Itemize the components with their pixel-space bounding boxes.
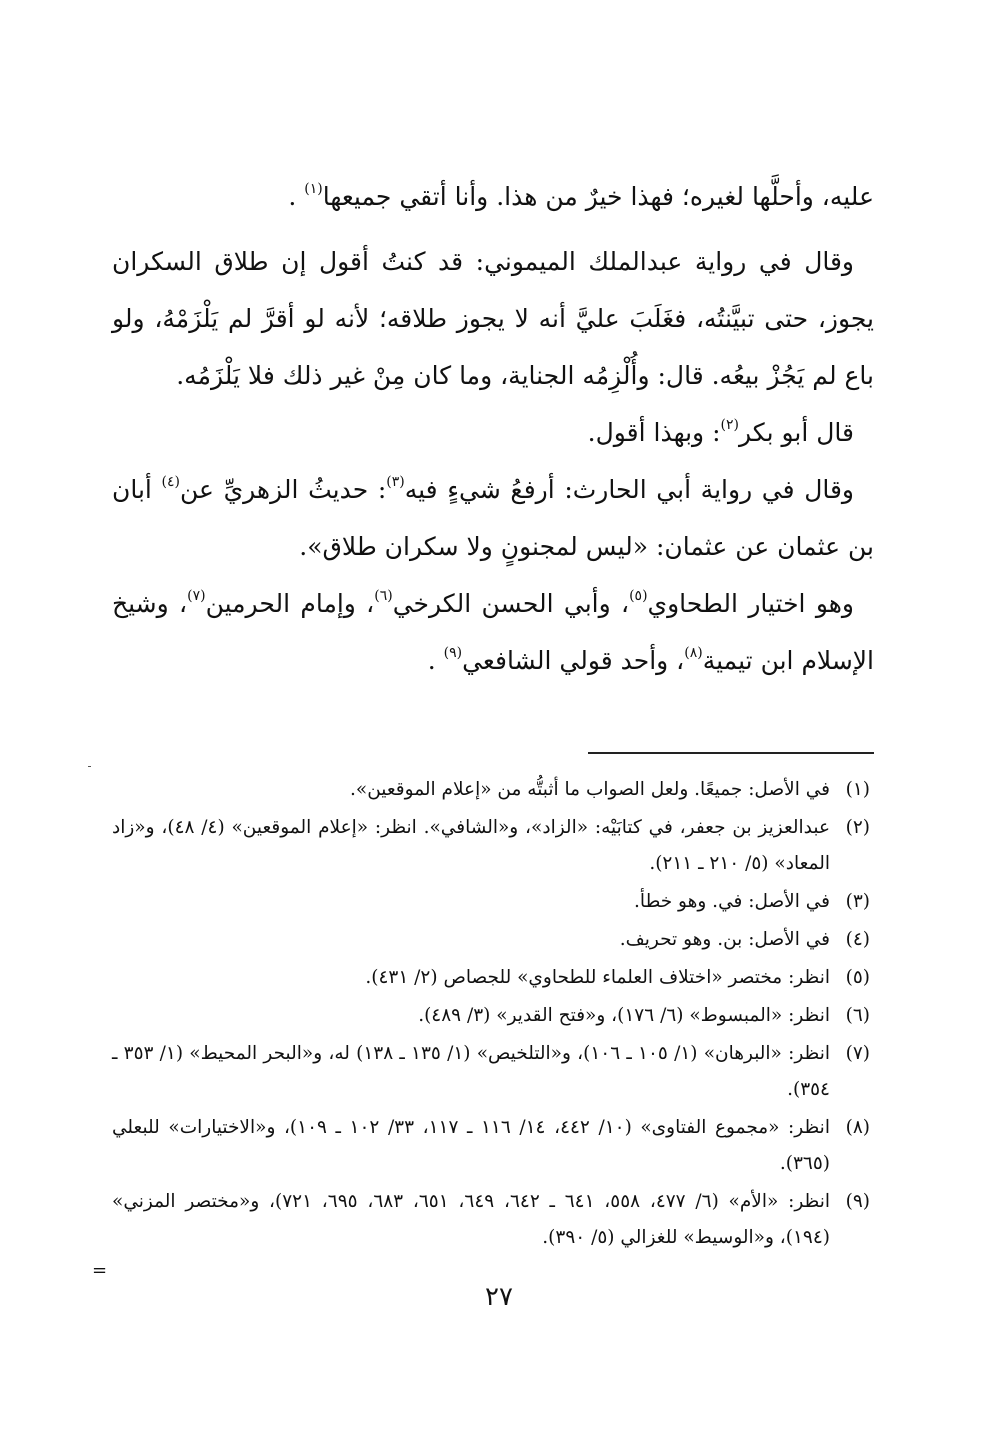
paragraph-5-end: . <box>427 646 436 675</box>
paragraph-5-part-d: ، وشيخ الإسلام ابن تيمية <box>112 589 874 675</box>
paragraph-5-part-c: ، وإمام الحرمين <box>205 589 375 618</box>
footnote-text: انظر: «البرهان» (١/ ١٠٥ ـ ١٠٦)، و«التلخيص» (١/ ١٣٥ ـ ١٣٨) له، و«البحر المحيط» (١/ ٣٥٣ ـ ٣٥٤). <box>112 1043 830 1100</box>
footnote-text: في الأصل: في. وهو خطأ. <box>634 891 830 912</box>
footnote-ref-6[interactable]: (٦) <box>374 588 393 604</box>
footnote-ref-4[interactable]: (٤) <box>161 474 180 490</box>
page-number: ٢٧ <box>485 1282 513 1312</box>
footnote-5 <box>112 960 874 996</box>
footnote-number: (٥) <box>845 967 870 988</box>
footnote-9 <box>112 1184 874 1256</box>
footnote-ref-2[interactable]: (٢) <box>720 417 739 433</box>
footnote-4 <box>112 922 874 958</box>
paragraph-5 <box>112 575 874 689</box>
footnote-text: عبدالعزيز بن جعفر، في كتابَيْه: «الزاد»، و«الشافي». انظر: «إعلام الموقعين» (٤/ ٤٨)، و«زاد المعاد» (٥/ ٢١٠ ـ ٢١١). <box>112 817 831 874</box>
footnote-number: (٨) <box>845 1117 870 1138</box>
paragraph-3-text: قال أبو بكر <box>738 418 854 447</box>
main-text <box>112 168 874 689</box>
paragraph-4-tail: أبان بن عثمان عن عثمان: «ليس لمجنونٍ ولا سكران طلاق». <box>112 475 874 561</box>
footnote-separator <box>588 752 874 754</box>
footnote-text: في الأصل: بن. وهو تحريف. <box>619 929 830 950</box>
footnote-number: (١) <box>845 779 870 800</box>
footnote-6 <box>112 998 874 1034</box>
paragraph-2: وقال في رواية عبدالملك الميموني: قد كنتُ أقول إن طلاق السكران يجوز، حتى تبيَّنتُه، فغَلَبَ عليَّ أنه لا يجوز طلاقه؛ لأنه لو أقرَّ لم يَلْزَمْهُ، ولو باع لم يَجُزْ بيعُه. قال: وأُلْزِمُه الجناية، وما كان مِنْ غير ذلك فلا يَلْزَمُه. <box>112 247 874 390</box>
footnote-ref-7[interactable]: (٧) <box>187 588 206 604</box>
footnote-number: (٧) <box>845 1043 870 1064</box>
paragraph-3-tail: : وبهذا أقول. <box>587 418 721 447</box>
footnote-8 <box>112 1110 874 1182</box>
continuation-mark: = <box>92 1260 108 1281</box>
footnote-number: (٢) <box>845 817 870 838</box>
paragraph-5-text: وهو اختيار الطحاوي <box>647 589 854 618</box>
footnote-ref-1[interactable]: (١) <box>304 181 323 197</box>
footnote-ref-9[interactable]: (٩) <box>443 645 463 661</box>
footnote-number: (٣) <box>845 891 870 912</box>
footnote-number: (٦) <box>845 1005 870 1026</box>
paragraph-4 <box>112 461 874 575</box>
paragraph-1-end: . <box>288 182 297 211</box>
footnote-1 <box>112 772 874 808</box>
footnote-2 <box>112 810 874 882</box>
footnote-ref-8[interactable]: (٨) <box>684 645 703 661</box>
paragraph-4-mid: : حديثُ الزهريِّ عن <box>179 475 387 504</box>
footnotes <box>112 772 874 1258</box>
footnote-3 <box>112 884 874 920</box>
scan-speck <box>88 766 91 767</box>
footnote-text: انظر: «مجموع الفتاوى» (١٠/ ٤٤٢، ١٤/ ١١٦ ـ ١١٧، ٣٣/ ١٠٢ ـ ١٠٩)، و«الاختيارات» للبعلي (٣٦٥). <box>112 1117 830 1174</box>
paragraph-1 <box>112 168 874 225</box>
footnote-number: (٩) <box>845 1191 870 1212</box>
paragraph-5-part-b: ، وأبي الحسن الكرخي <box>392 589 630 618</box>
footnote-ref-3[interactable]: (٣) <box>386 474 405 490</box>
footnote-text: انظر: مختصر «اختلاف العلماء للطحاوي» للجصاص (٢/ ٤٣١). <box>365 967 830 988</box>
paragraph-4-text: وقال في رواية أبي الحارث: أرفعُ شيءٍ فيه <box>404 475 854 504</box>
paragraph-1-text: عليه، وأحلَّها لغيره؛ فهذا خيرٌ من هذا. وأنا أتقي جميعها <box>322 182 874 211</box>
footnote-7 <box>112 1036 874 1108</box>
footnote-ref-5[interactable]: (٥) <box>629 588 648 604</box>
paragraph-5-part-e: ، وأحد قولي الشافعي <box>462 646 685 675</box>
paragraph-3 <box>112 404 874 461</box>
footnote-text: انظر: «الأم» (٦/ ٤٧٧، ٥٥٨، ٦٤١ ـ ٦٤٢، ٦٤٩، ٦٥١، ٦٨٣، ٦٩٥، ٧٢١)، و«مختصر المزني» (١٩٤)، و«الوسيط» للغزالي (٥/ ٣٩٠). <box>112 1191 830 1248</box>
footnote-text: في الأصل: جميعًا. ولعل الصواب ما أثبتُّه من «إعلام الموقعين». <box>350 779 830 800</box>
footnote-text: انظر: «المبسوط» (٦/ ١٧٦)، و«فتح القدير» (٣/ ٤٨٩). <box>418 1005 830 1026</box>
footnote-number: (٤) <box>845 929 870 950</box>
